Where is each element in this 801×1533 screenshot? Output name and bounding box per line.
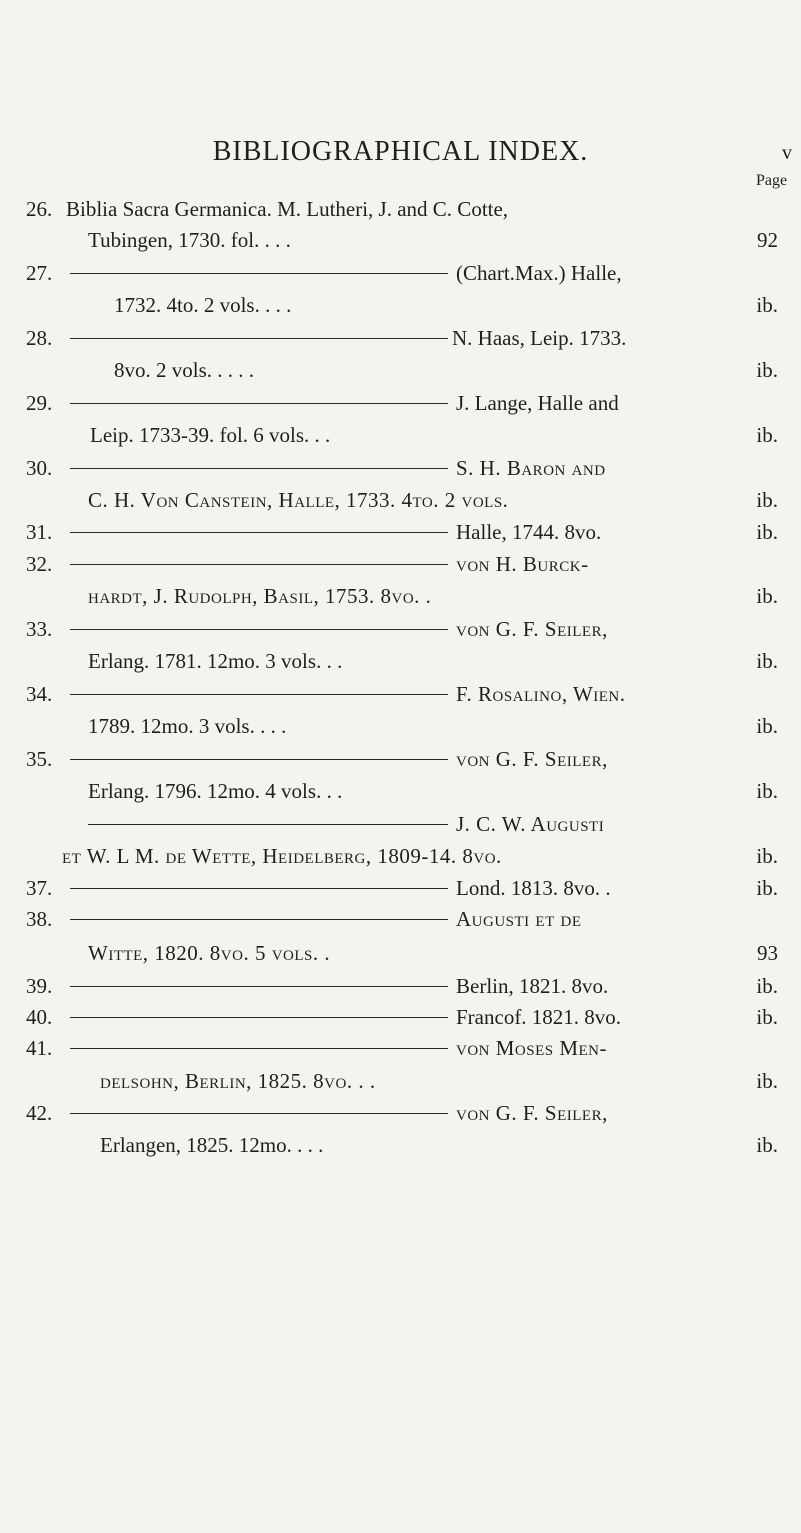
ditto-rule: [70, 468, 448, 469]
page-title: BIBLIOGRAPHICAL INDEX.: [212, 136, 589, 167]
entry-text: Witte, 1820. 8vo. 5 vols. .: [88, 941, 331, 965]
entry-number: 28.: [26, 326, 53, 350]
ditto-rule: [70, 564, 448, 565]
page-ref: ib.: [756, 488, 778, 512]
entry-text: C. H. Von Canstein, Halle, 1733. 4to. 2 vols.: [88, 488, 509, 512]
ditto-rule: [70, 1048, 448, 1049]
index-entry-continuation: [0, 354, 801, 386]
entry-text: (Chart.Max.) Halle,: [456, 261, 622, 285]
index-entry-continuation: [0, 1065, 801, 1097]
entry-text: von H. Burck-: [456, 552, 589, 576]
entry-text: Erlangen, 1825. 12mo. . . .: [100, 1133, 324, 1157]
index-entry: [0, 1001, 801, 1033]
entry-text: Leip. 1733-39. fol. 6 vols. . .: [90, 423, 331, 447]
index-entry: [0, 903, 801, 935]
entry-text: S. H. Baron and: [456, 456, 606, 480]
entry-number: 38.: [26, 907, 53, 931]
ditto-rule: [70, 759, 448, 760]
index-entry-continuation: [0, 289, 801, 321]
ditto-rule: [70, 629, 448, 630]
ditto-rule: [70, 532, 448, 533]
ditto-rule: [70, 694, 448, 695]
entry-number: 33.: [26, 617, 53, 641]
page-ref: ib.: [756, 844, 778, 868]
index-entry: [0, 257, 801, 289]
index-entry: [0, 678, 801, 710]
page-ref: ib.: [756, 1069, 778, 1093]
entry-text: Halle, 1744. 8vo.: [456, 520, 602, 544]
entry-text: 1789. 12mo. 3 vols. . . .: [88, 714, 287, 738]
entry-number: 31.: [26, 520, 53, 544]
entry-number: 35.: [26, 747, 53, 771]
entry-text: Lond. 1813. 8vo. .: [456, 876, 611, 900]
entry-text: von G. F. Seiler,: [456, 747, 608, 771]
index-entry: [0, 613, 801, 645]
entry-text: hardt, J. Rudolph, Basil, 1753. 8vo. .: [88, 584, 432, 608]
ditto-rule: [70, 1113, 448, 1114]
index-entry-continuation: [0, 224, 801, 256]
page-ref: ib.: [756, 779, 778, 803]
index-entry: [0, 743, 801, 775]
entry-text: J. C. W. Augusti: [456, 812, 605, 836]
entry-text: J. Lange, Halle and: [456, 391, 619, 415]
entry-text: 8vo. 2 vols. . . . .: [114, 358, 255, 382]
ditto-rule: [70, 919, 448, 920]
index-entry-continuation: [0, 775, 801, 807]
ditto-rule: [70, 338, 448, 339]
entry-text: F. Rosalino, Wien.: [456, 682, 626, 706]
ditto-rule: [70, 1017, 448, 1018]
page-ref: ib.: [756, 1005, 778, 1029]
index-entry: [0, 452, 801, 484]
entry-number: 32.: [26, 552, 53, 576]
page-ref: ib.: [756, 293, 778, 317]
entry-text: Augusti et de: [456, 907, 582, 931]
entry-text: et W. L M. de Wette, Heidelberg, 1809-14. 8vo.: [62, 844, 502, 868]
index-entry: [0, 548, 801, 580]
index-entry-continuation: [0, 484, 801, 516]
entry-number: 34.: [26, 682, 53, 706]
page-ref: ib.: [756, 1133, 778, 1157]
entry-text: von G. F. Seiler,: [456, 1101, 608, 1125]
page-column-label: Page: [756, 172, 788, 189]
entry-number: 39.: [26, 974, 53, 998]
entry-number: 29.: [26, 391, 53, 415]
entry-number: 27.: [26, 261, 53, 285]
index-entry-continuation: [0, 710, 801, 742]
entry-text: N. Haas, Leip. 1733.: [452, 326, 627, 350]
entry-text: 1732. 4to. 2 vols. . . .: [114, 293, 292, 317]
ditto-rule: [70, 403, 448, 404]
index-entry: [0, 872, 801, 904]
entry-number: 30.: [26, 456, 53, 480]
entry-text: Erlang. 1796. 12mo. 4 vols. . .: [88, 779, 343, 803]
index-entry: [0, 516, 801, 548]
entry-text: delsohn, Berlin, 1825. 8vo. . .: [100, 1069, 376, 1093]
entry-number: 26.: [26, 197, 53, 221]
ditto-rule: [88, 824, 448, 825]
page-ref: 92: [757, 228, 778, 252]
index-entry-continuation: [0, 419, 801, 451]
index-entry: [0, 193, 801, 225]
entry-text: von Moses Men-: [456, 1036, 608, 1060]
index-entry: [0, 322, 801, 354]
ditto-rule: [70, 986, 448, 987]
index-entry-continuation: [0, 840, 801, 872]
page-ref: ib.: [756, 584, 778, 608]
page-ref: ib.: [756, 423, 778, 447]
index-entry-continuation: [0, 1129, 801, 1161]
page-ref: ib.: [756, 649, 778, 673]
page-ref: ib.: [756, 974, 778, 998]
index-entry-continuation: [0, 645, 801, 677]
index-entry-continuation: [0, 580, 801, 612]
entry-number: 41.: [26, 1036, 53, 1060]
page-ref: ib.: [756, 876, 778, 900]
ditto-rule: [70, 888, 448, 889]
page-ref: ib.: [756, 358, 778, 382]
page-ref: ib.: [756, 714, 778, 738]
entry-text: Erlang. 1781. 12mo. 3 vols. . .: [88, 649, 343, 673]
index-entry-continuation: [0, 937, 801, 969]
index-entry: [0, 1032, 801, 1064]
entry-text: von G. F. Seiler,: [456, 617, 608, 641]
entry-text: Tubingen, 1730. fol. . . .: [88, 228, 291, 252]
index-entry: [0, 1097, 801, 1129]
ditto-rule: [70, 273, 448, 274]
index-entry: [0, 808, 801, 840]
page-ref: 93: [757, 941, 778, 965]
page-ref: ib.: [756, 520, 778, 544]
page-numeral: v: [782, 142, 792, 164]
entry-number: 42.: [26, 1101, 53, 1125]
entry-number: 40.: [26, 1005, 53, 1029]
index-entry: [0, 387, 801, 419]
index-entry: [0, 970, 801, 1002]
entry-number: 37.: [26, 876, 53, 900]
entry-text: Francof. 1821. 8vo.: [456, 1005, 622, 1029]
entry-text: Berlin, 1821. 8vo.: [456, 974, 609, 998]
entry-text: Biblia Sacra Germanica. M. Lutheri, J. and C. Cotte,: [66, 197, 509, 221]
